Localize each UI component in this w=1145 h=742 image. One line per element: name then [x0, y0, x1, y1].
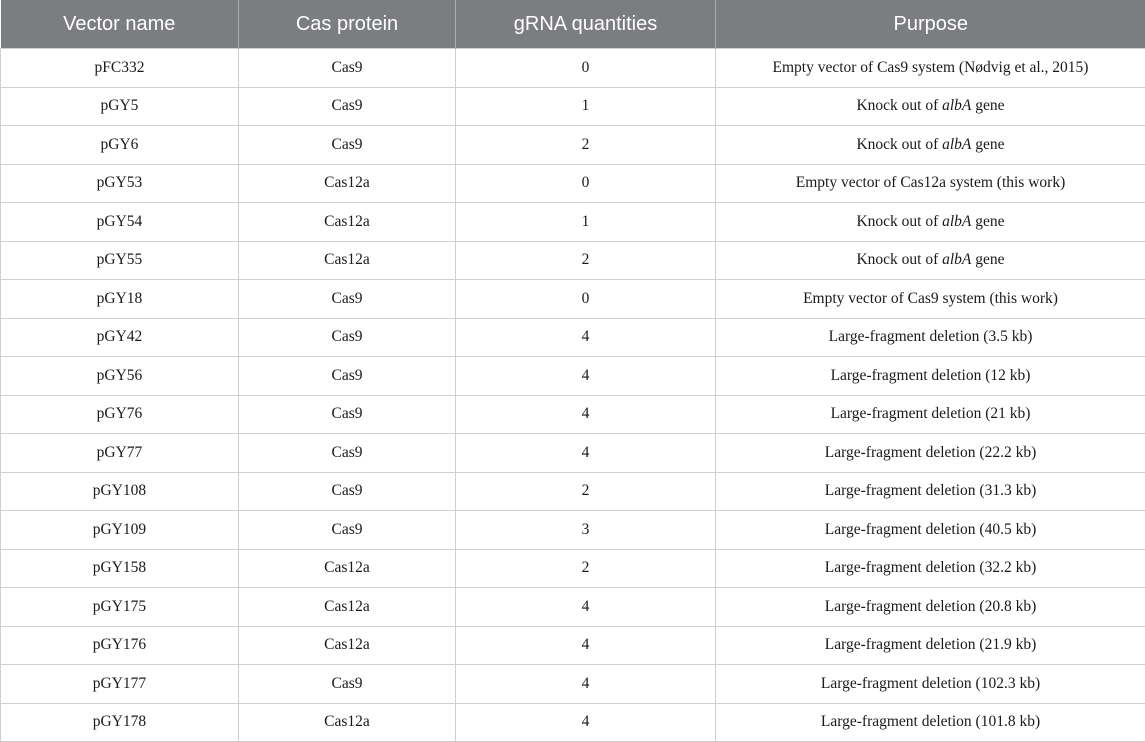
cell-purpose — [716, 588, 1145, 627]
cell-purpose — [716, 472, 1145, 511]
cell-grna-quantity: 0 — [456, 280, 716, 319]
gene-name: albA — [942, 136, 971, 153]
cell-purpose — [716, 665, 1145, 704]
cell-cas-protein: Cas9 — [239, 511, 456, 550]
cell-purpose — [716, 126, 1145, 165]
header-vector-name: Vector name — [1, 0, 239, 49]
cell-vector-name: pGY53 — [1, 164, 239, 203]
purpose-text: Knock out of — [856, 97, 942, 114]
cell-grna-quantity: 2 — [456, 472, 716, 511]
cell-purpose — [716, 434, 1145, 473]
purpose-text: Empty vector of Cas12a system (this work) — [796, 174, 1065, 191]
purpose-suffix: gene — [971, 136, 1004, 153]
cell-purpose — [716, 280, 1145, 319]
cell-cas-protein: Cas9 — [239, 395, 456, 434]
cell-vector-name: pGY77 — [1, 434, 239, 473]
cell-vector-name: pGY177 — [1, 665, 239, 704]
table-row — [1, 87, 1145, 126]
gene-name: albA — [942, 251, 971, 268]
cell-cas-protein: Cas9 — [239, 49, 456, 88]
purpose-text: Empty vector of Cas9 system (Nødvig et al., 2015) — [773, 59, 1089, 76]
cell-purpose — [716, 241, 1145, 280]
cell-grna-quantity: 2 — [456, 126, 716, 165]
cell-grna-quantity: 0 — [456, 164, 716, 203]
cell-purpose — [716, 357, 1145, 396]
table-body — [1, 49, 1145, 742]
cell-grna-quantity: 2 — [456, 549, 716, 588]
cell-vector-name: pGY176 — [1, 626, 239, 665]
header-cas-protein: Cas protein — [239, 0, 456, 49]
cell-grna-quantity: 1 — [456, 203, 716, 242]
cell-grna-quantity: 0 — [456, 49, 716, 88]
cell-cas-protein: Cas9 — [239, 357, 456, 396]
table-row — [1, 203, 1145, 242]
purpose-text: Large-fragment deletion (21.9 kb) — [825, 636, 1036, 653]
cell-purpose — [716, 87, 1145, 126]
purpose-text: Large-fragment deletion (31.3 kb) — [825, 482, 1036, 499]
cell-purpose — [716, 626, 1145, 665]
purpose-text: Knock out of — [856, 251, 942, 268]
cell-purpose — [716, 318, 1145, 357]
cell-grna-quantity: 4 — [456, 703, 716, 742]
purpose-suffix: gene — [971, 97, 1004, 114]
purpose-text: Empty vector of Cas9 system (this work) — [803, 290, 1058, 307]
cell-cas-protein: Cas9 — [239, 434, 456, 473]
cell-cas-protein: Cas9 — [239, 472, 456, 511]
cell-cas-protein: Cas12a — [239, 703, 456, 742]
header-grna-quantities: gRNA quantities — [456, 0, 716, 49]
table-row — [1, 318, 1145, 357]
table-row — [1, 511, 1145, 550]
header-row — [1, 0, 1145, 49]
cell-vector-name: pGY54 — [1, 203, 239, 242]
purpose-text: Large-fragment deletion (22.2 kb) — [825, 444, 1036, 461]
cell-cas-protein: Cas9 — [239, 87, 456, 126]
cell-grna-quantity: 4 — [456, 588, 716, 627]
gene-name: albA — [942, 213, 971, 230]
purpose-text: Large-fragment deletion (102.3 kb) — [821, 675, 1040, 692]
purpose-text: Large-fragment deletion (32.2 kb) — [825, 559, 1036, 576]
cell-vector-name: pFC332 — [1, 49, 239, 88]
purpose-text: Large-fragment deletion (101.8 kb) — [821, 713, 1040, 730]
table-row — [1, 472, 1145, 511]
cell-purpose — [716, 164, 1145, 203]
cell-vector-name: pGY55 — [1, 241, 239, 280]
cell-vector-name: pGY42 — [1, 318, 239, 357]
purpose-text: Large-fragment deletion (12 kb) — [831, 367, 1031, 384]
cell-grna-quantity: 4 — [456, 626, 716, 665]
cell-cas-protein: Cas12a — [239, 549, 456, 588]
cell-grna-quantity: 4 — [456, 665, 716, 704]
cell-vector-name: pGY178 — [1, 703, 239, 742]
cell-cas-protein: Cas12a — [239, 203, 456, 242]
purpose-text: Knock out of — [856, 136, 942, 153]
cell-vector-name: pGY5 — [1, 87, 239, 126]
cell-vector-name: pGY18 — [1, 280, 239, 319]
table-row — [1, 588, 1145, 627]
cell-grna-quantity: 4 — [456, 318, 716, 357]
table-row — [1, 395, 1145, 434]
cell-grna-quantity: 1 — [456, 87, 716, 126]
cell-cas-protein: Cas12a — [239, 626, 456, 665]
table-row — [1, 280, 1145, 319]
cell-purpose — [716, 49, 1145, 88]
cell-cas-protein: Cas9 — [239, 126, 456, 165]
table-row — [1, 357, 1145, 396]
cell-grna-quantity: 3 — [456, 511, 716, 550]
cell-grna-quantity: 4 — [456, 357, 716, 396]
cell-purpose — [716, 395, 1145, 434]
cell-purpose — [716, 203, 1145, 242]
gene-name: albA — [942, 97, 971, 114]
cell-grna-quantity: 2 — [456, 241, 716, 280]
table-header — [1, 0, 1145, 49]
table-row — [1, 126, 1145, 165]
cell-cas-protein: Cas9 — [239, 280, 456, 319]
cell-vector-name: pGY175 — [1, 588, 239, 627]
cell-vector-name: pGY158 — [1, 549, 239, 588]
table-row — [1, 703, 1145, 742]
purpose-suffix: gene — [971, 251, 1004, 268]
purpose-text: Large-fragment deletion (40.5 kb) — [825, 521, 1036, 538]
cell-vector-name: pGY108 — [1, 472, 239, 511]
cell-cas-protein: Cas9 — [239, 318, 456, 357]
table-row — [1, 434, 1145, 473]
purpose-suffix: gene — [971, 213, 1004, 230]
cell-vector-name: pGY76 — [1, 395, 239, 434]
purpose-text: Large-fragment deletion (3.5 kb) — [829, 328, 1033, 345]
cell-cas-protein: Cas12a — [239, 588, 456, 627]
cell-purpose — [716, 703, 1145, 742]
cell-grna-quantity: 4 — [456, 395, 716, 434]
purpose-text: Knock out of — [856, 213, 942, 230]
cell-vector-name: pGY56 — [1, 357, 239, 396]
table-row — [1, 549, 1145, 588]
table-row — [1, 49, 1145, 88]
cell-purpose — [716, 549, 1145, 588]
purpose-text: Large-fragment deletion (21 kb) — [831, 405, 1031, 422]
table-row — [1, 626, 1145, 665]
cell-grna-quantity: 4 — [456, 434, 716, 473]
table-row — [1, 665, 1145, 704]
cell-purpose — [716, 511, 1145, 550]
purpose-text: Large-fragment deletion (20.8 kb) — [825, 598, 1036, 615]
header-purpose: Purpose — [716, 0, 1145, 49]
cell-cas-protein: Cas9 — [239, 665, 456, 704]
table-row — [1, 241, 1145, 280]
cell-vector-name: pGY109 — [1, 511, 239, 550]
cell-cas-protein: Cas12a — [239, 164, 456, 203]
cell-cas-protein: Cas12a — [239, 241, 456, 280]
table-row — [1, 164, 1145, 203]
cell-vector-name: pGY6 — [1, 126, 239, 165]
